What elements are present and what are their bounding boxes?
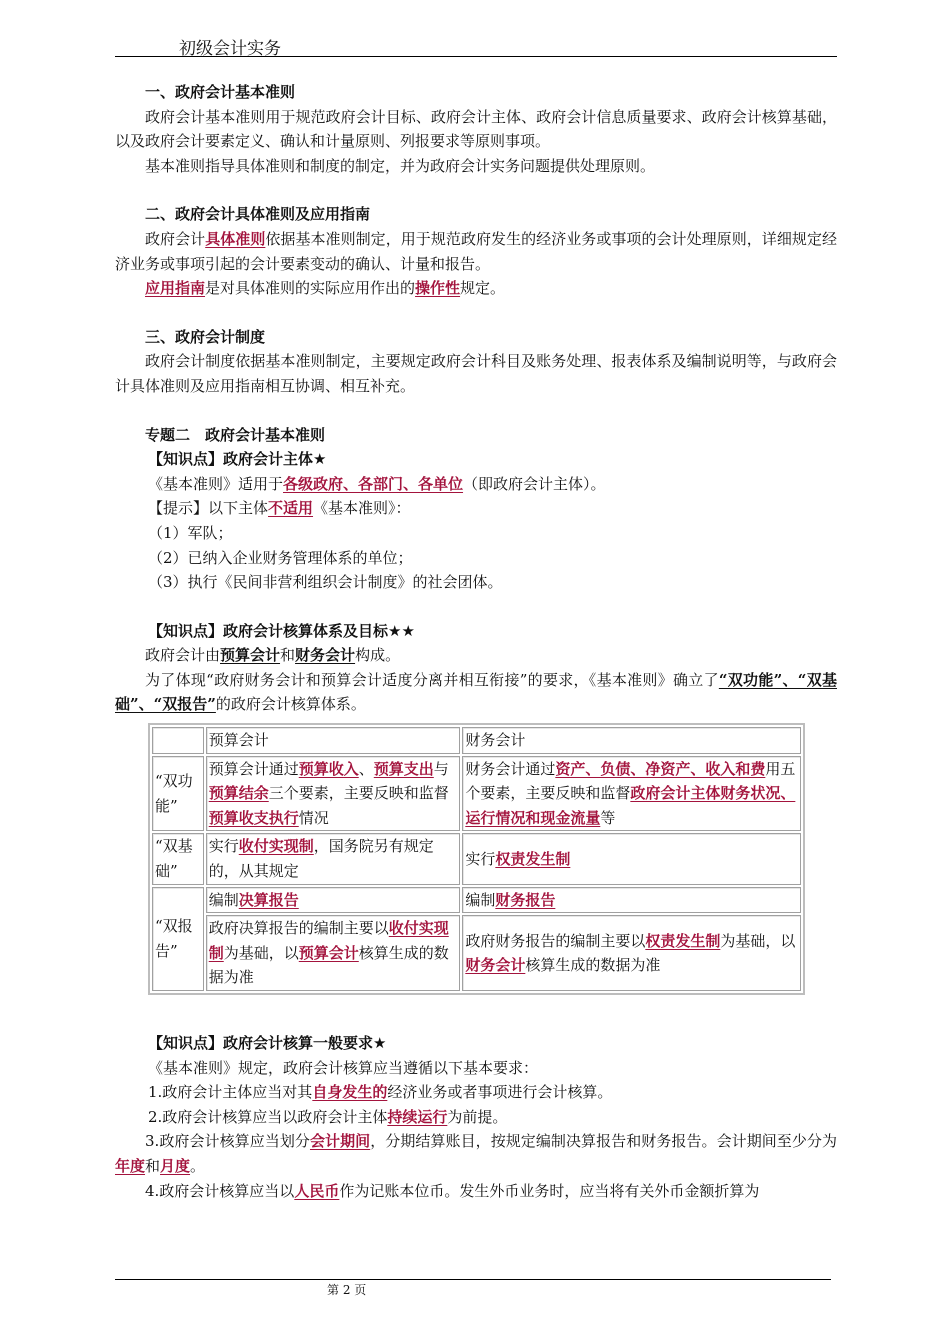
highlight-term: 具体准则 (205, 229, 266, 248)
column-header-budget: 预算会计 (206, 727, 461, 754)
row-header: “双基础” (152, 833, 204, 884)
underlined-term: 预算会计 (220, 646, 281, 665)
underlined-term: “双功能”、“双基础”、“双报告” (115, 670, 838, 714)
section-heading-2: 二、政府会计具体准则及应用指南 (145, 205, 371, 224)
page-header (115, 30, 837, 57)
table-cell: 实行收付实现制，国务院另有规定的，从其规定 (206, 833, 461, 884)
list-item: （2）已纳入企业财务管理体系的单位； (148, 548, 413, 567)
list-item: 4.政府会计核算应当以人民币作为记账本位币。发生外币业务时，应当将有关外币金额折算为 (145, 1181, 760, 1200)
document-body (115, 80, 837, 1203)
table-cell: 财务会计通过资产、负债、净资产、收入和费用五个要素，主要反映和监督政府会计主体财务状况、运行情况和现金流量等 (462, 756, 801, 832)
list-item: 3.政府会计核算应当划分会计期间，分期结算账目，按规定编制决算报告和财务报告。会计期间至少分为年度和月度。 (115, 1132, 837, 1175)
comparison-table (148, 723, 805, 995)
paragraph: 【提示】以下主体不适用《基本准则》： (148, 499, 411, 518)
paragraph: 为了体现“政府财务会计和预算会计适度分离并相互衔接”的要求，《基本准则》确立了“双功能”、“双基础”、“双报告”的政府会计核算体系。 (115, 670, 838, 714)
section-heading-1: 一、政府会计基本准则 (145, 83, 296, 101)
highlight-term: 各级政府、各部门、各单位 (283, 474, 464, 493)
header-title: 初级会计实务 (179, 39, 281, 59)
table-row (152, 833, 801, 884)
list-item: （1）军队； (148, 523, 233, 542)
paragraph: 政府会计具体准则依据基本准则制定，用于规范政府发生的经济业务或事项的会计处理原则，详细规定经济业务或事项引起的会计要素变动的确认、计量和报告。 (115, 229, 837, 273)
page-footer (115, 1279, 831, 1297)
table-row (152, 727, 801, 754)
paragraph: 基本准则指导具体准则和制度的制定，并为政府会计实务问题提供处理原则。 (145, 156, 656, 175)
knowledge-point-heading: 【知识点】政府会计主体★ (148, 450, 327, 469)
table-cell: 政府决算报告的编制主要以收付实现制为基础，以预算会计核算生成的数据为准 (206, 915, 461, 991)
knowledge-point-heading: 【知识点】政府会计核算一般要求★ (148, 1034, 387, 1052)
underlined-term: 财务会计 (295, 646, 356, 665)
paragraph: 应用指南是对具体准则的实际应用作出的操作性规定。 (145, 279, 506, 298)
table-cell: 编制财务报告 (462, 887, 801, 914)
highlight-term: 操作性 (415, 279, 461, 298)
section-heading-3: 三、政府会计制度 (145, 327, 266, 346)
table-row (152, 756, 801, 832)
paragraph: 《基本准则》适用于各级政府、各部门、各单位（即政府会计主体）。 (148, 474, 606, 493)
knowledge-point-heading: 【知识点】政府会计核算体系及目标★★ (148, 621, 415, 640)
row-header: “双功能” (152, 756, 204, 832)
highlight-term: 不适用 (268, 499, 314, 518)
table-cell: 实行权责发生制 (462, 833, 801, 884)
list-item: （3）执行《民间非营利组织会计制度》的社会团体。 (148, 573, 503, 592)
list-item: 1.政府会计主体应当对其自身发生的经济业务或者事项进行会计核算。 (148, 1083, 613, 1102)
page-number: 第 2 页 (327, 1283, 367, 1297)
table-cell: 编制决算报告 (206, 887, 461, 914)
row-header: “双报告” (152, 887, 204, 991)
table-cell: 政府财务报告的编制主要以权责发生制为基础，以财务会计核算生成的数据为准 (462, 915, 801, 991)
table-row (152, 887, 801, 914)
topic-heading: 专题二 政府会计基本准则 (145, 425, 326, 444)
list-item: 2.政府会计核算应当以政府会计主体持续运行为前提。 (148, 1107, 508, 1126)
table-cell: 预算会计通过预算收入、预算支出与预算结余三个要素，主要反映和监督预算收支执行情况 (206, 756, 461, 832)
paragraph: 《基本准则》规定，政府会计核算应当遵循以下基本要求： (148, 1058, 539, 1077)
column-header-financial: 财务会计 (462, 727, 801, 754)
table-cell (152, 727, 204, 754)
paragraph: 政府会计制度依据基本准则制定，主要规定政府会计科目及账务处理、报表体系及编制说明等，与政府会计具体准则及应用指南相互协调、相互补充。 (115, 352, 837, 395)
paragraph: 政府会计基本准则用于规范政府会计目标、政府会计主体、政府会计信息质量要求、政府会计核算基础，以及政府会计要素定义、确认和计量原则、列报要求等原则事项。 (115, 107, 837, 151)
paragraph: 政府会计由预算会计和财务会计构成。 (145, 646, 401, 665)
table-row (152, 915, 801, 991)
highlight-term: 应用指南 (145, 279, 206, 298)
